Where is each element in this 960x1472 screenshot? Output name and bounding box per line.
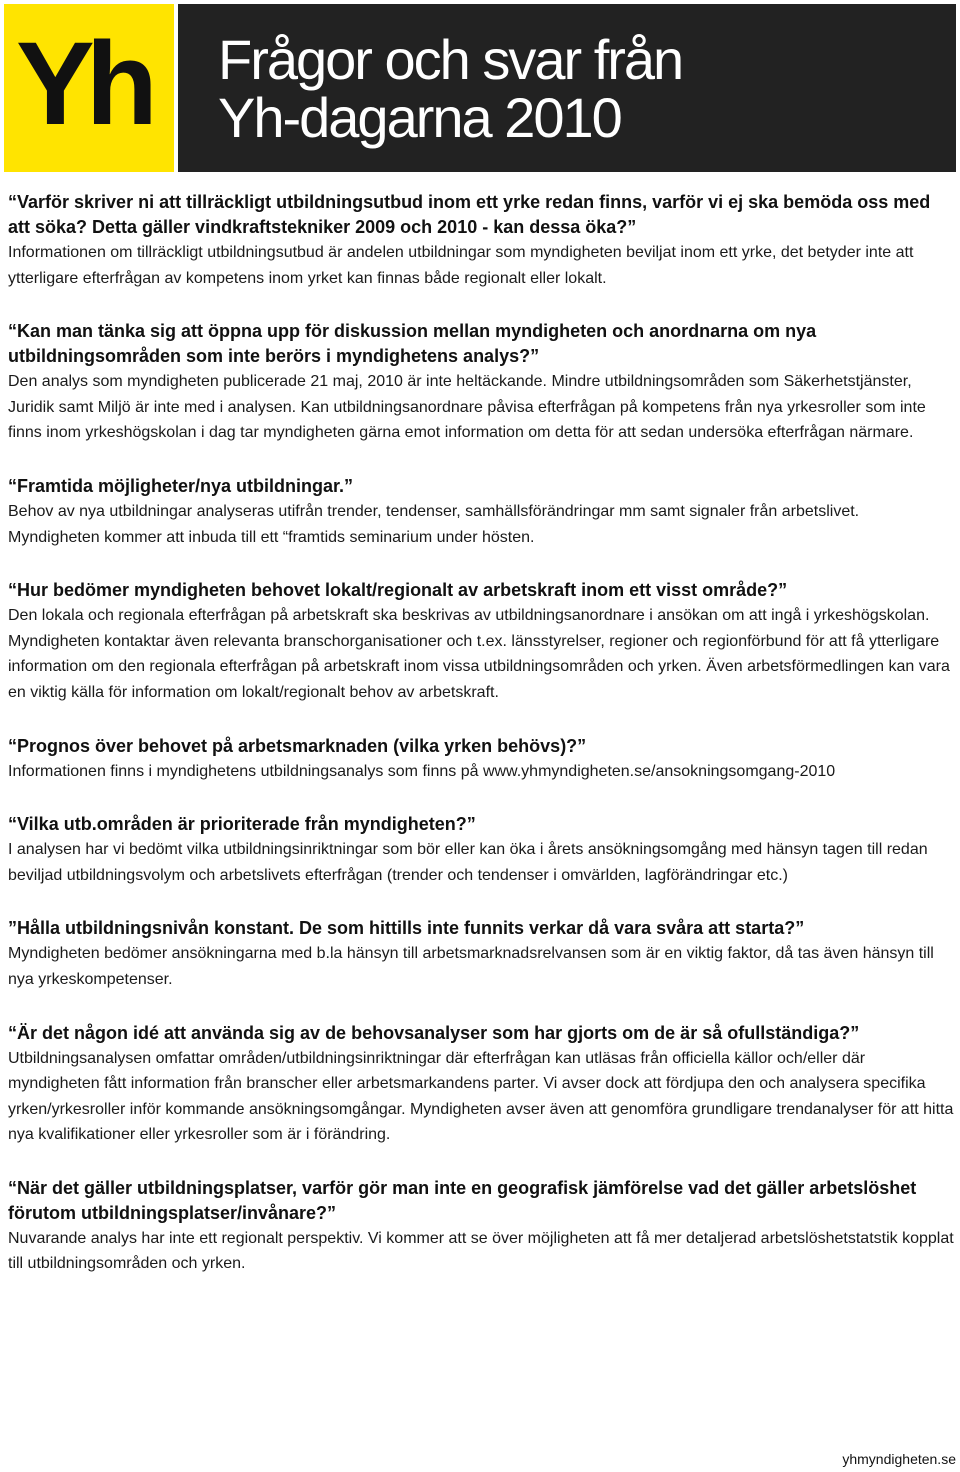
page-header xyxy=(4,4,956,172)
qa-item xyxy=(8,190,954,291)
answer: Utbildningsanalysen omfattar områden/utbildningsinriktningar där efterfrågan kan utläsas från officiella källor och/eller där myndigheten fått information från branscher eller arbetsmarkandens parter. Vi avser dock att fördjupa den och analysera specifika yrken/yrkesroller inför kommande ansökningsomgångar. Myndigheten avser även att genomföra grundligare trendanalyser för att hitta nya kvalifikationer eller yrkesroller som är i förändring. xyxy=(8,1049,954,1144)
qa-item xyxy=(8,319,954,446)
question: “Kan man tänka sig att öppna upp för diskussion mellan myndigheten och anordnarna om nya utbildningsområden som inte berörs i myndighetens analys?” xyxy=(8,321,817,367)
answer: Myndigheten bedömer ansökningarna med b.la hänsyn till arbetsmarknadsrelvansen som är en viktig faktor, då tas även hänsyn till nya yrkeskompetenser. xyxy=(8,945,934,988)
question: “Prognos över behovet på arbetsmarknaden (vilka yrken behövs)?” xyxy=(8,735,587,756)
answer: Informationen finns i myndighetens utbildningsanalys som finns på www.yhmyndigheten.se/ansokningsomgang-2010 xyxy=(8,762,836,780)
question: “När det gäller utbildningsplatser, varför gör man inte en geografisk jämförelse vad det gäller arbetslöshet förutom utbildningsplatser/invånare?” xyxy=(8,1177,917,1223)
question: ”Hålla utbildningsnivån konstant. De som hittills inte funnits verkar då vara svåra att starta?” xyxy=(8,918,805,939)
logo-text: Yh xyxy=(16,18,149,150)
answer: Informationen om tillräckligt utbildningsutbud är andelen utbildningar som myndigheten beviljat inom ett yrke, det betyder inte att ytterligare efterfrågan av kompetens inom yrket kan finnas både regionalt eller lokalt. xyxy=(8,244,914,287)
page-title-line-1: Frågor och svar från xyxy=(218,28,683,91)
page-title-line-2: Yh-dagarna 2010 xyxy=(218,86,621,149)
qa-list xyxy=(8,190,954,1305)
question: “Hur bedömer myndigheten behovet lokalt/regionalt av arbetskraft inom ett visst område?” xyxy=(8,580,788,601)
answer: I analysen har vi bedömt vilka utbildningsinriktningar som bör eller kan öka i årets ansökningsomgång med hänsyn tagen till redan beviljad utbildningsvolym och arbetslivets efterfrågan (trender och tendenser i omvärlden, lagförändringar etc.) xyxy=(8,841,928,884)
qa-item xyxy=(8,916,954,992)
question: “Vilka utb.områden är prioriterade från myndigheten?” xyxy=(8,814,476,835)
answer: Behov av nya utbildningar analyseras utifrån trender, tendenser, samhällsförändringar mm samt signaler från arbetslivet. Myndigheten kommer att inbuda till ett “framtids seminarium under hösten. xyxy=(8,502,860,546)
question: “Är det någon idé att använda sig av de behovsanalyser som har gjorts om de är så ofullständiga?” xyxy=(8,1022,860,1043)
answer: Nuvarande analys har inte ett regionalt perspektiv. Vi kommer att se över möjligheten att få mer detaljerad arbetslöshetstatstik kopplat till utbildningsområden och yrken. xyxy=(8,1229,954,1273)
question: “Varför skriver ni att tillräckligt utbildningsutbud inom ett yrke redan finns, varför vi ej ska bemöda oss med att söka? Detta gäller vindkraftstekniker 2009 och 2010 - kan dessa öka?” xyxy=(8,192,931,237)
qa-item xyxy=(8,474,954,550)
answer: Den analys som myndigheten publicerade 21 maj, 2010 är inte heltäckande. Mindre utbildningsområden som Säkerhetstjänster, Juridik samt Miljö är inte med i analysen. Kan utbildningsanordnare påvisa efterfrågan på kompetens från nya yrkesroller som inte finns inom yrkeshögskolan i dag tar myndigheten gärna emot information om detta för att sedan undersöka efterfrågan närmare. xyxy=(8,373,926,442)
qa-item xyxy=(8,578,954,705)
qa-item xyxy=(8,812,954,888)
answer: Den lokala och regionala efterfrågan på arbetskraft ska beskrivas av utbildningsanordnare i ansökan om att ingå i yrkeshögskolan. Myndigheten kontaktar även relevanta branschorganisationer och t.ex. länsstyrelser, regioner och regionförbund för att få ytterligare information om den regionala efterfrågan på arbetskraft inom vissa utbildningsområden och yrken. Även arbetsförmedlingen kan vara en viktig källa för information om lokalt/regionalt behov av arbetskraft. xyxy=(8,607,950,701)
website-link[interactable]: yhmyndigheten.se xyxy=(842,1451,956,1467)
qa-item xyxy=(8,1176,954,1277)
yh-logo xyxy=(4,4,174,172)
title-banner xyxy=(178,4,956,172)
question: “Framtida möjligheter/nya utbildningar.” xyxy=(8,475,354,496)
qa-item xyxy=(8,734,954,785)
qa-item xyxy=(8,1021,954,1148)
